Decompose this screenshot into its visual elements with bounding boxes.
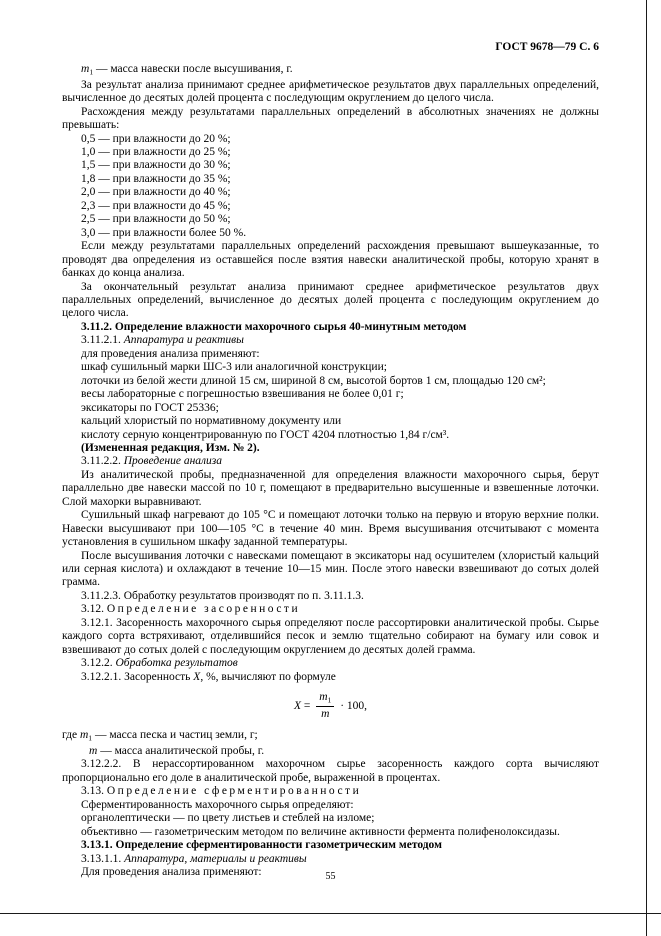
paragraph <box>62 509 599 549</box>
text-run: m <box>81 63 90 75</box>
paragraph <box>62 617 599 657</box>
text-run: X <box>193 670 201 683</box>
section-heading <box>62 839 599 852</box>
text-run: 1 <box>89 67 94 77</box>
list-line <box>62 429 599 442</box>
where-clause <box>62 745 599 758</box>
text-run: лоточки из белой жести длиной 15 см, шириной 8 см, высотой бортов 1 см, площадью 120 см²; <box>81 374 546 387</box>
text-run: (Измененная редакция, Изм. № 2). <box>81 441 260 454</box>
text-run: Расхождения между результатами параллельных определений в абсолютных значениях не должны превышать: <box>62 105 599 132</box>
paragraph <box>62 826 599 839</box>
section-heading <box>62 321 599 334</box>
list-line <box>62 159 599 172</box>
text-run: Проведение анализа <box>123 455 223 468</box>
text-run: 2,0 — при влажности до 40 %; <box>81 186 231 199</box>
list-line <box>62 227 599 240</box>
fraction <box>316 691 334 721</box>
paragraph <box>62 281 599 321</box>
numerator-variable: m <box>319 691 328 704</box>
list-line <box>62 375 599 388</box>
paragraph <box>62 240 599 280</box>
amendment-note <box>62 442 599 455</box>
text-run: Сферментированность махорочного сырья определяют: <box>81 798 354 811</box>
text-run: m <box>79 729 89 742</box>
text-run: За результат анализа принимают среднее арифметическое результатов двух параллельных определений, вычисленное до десятых долей процента с последующим округлением до целого числа. <box>62 78 599 105</box>
text-run: эксикаторы по ГОСТ 25336; <box>81 401 219 414</box>
paragraph <box>62 106 599 133</box>
paragraph <box>62 550 599 590</box>
text-run: 0,5 — при влажности до 20 %; <box>81 132 231 145</box>
text-run: 3,0 — при влажности более 50 %. <box>81 226 247 239</box>
text-run: 3.13.1. Определение сферментированности газометрическим методом <box>81 839 442 852</box>
text-run: шкаф сушильный марки ШС-3 или аналогичной конструкции; <box>81 361 387 374</box>
text-run: Обработка результатов <box>115 657 238 670</box>
text-run: 3.12.2.1. Засоренность <box>81 670 194 683</box>
text-run: 1,8 — при влажности до 35 %; <box>81 172 231 185</box>
text-run: органолептически — по цвету листьев и стеблей на изломе; <box>81 812 375 825</box>
page-edge-line-bottom <box>0 913 661 914</box>
text-run: 3.12.2.2. В нерассортированном махорочном сырье засоренность каждого сорта вычисляют пропорционально его доле в аналитической пробе, выраженной в процентах. <box>62 758 599 784</box>
where-clause <box>62 729 599 745</box>
formula-variable: X <box>293 699 301 712</box>
list-line <box>62 186 599 199</box>
denominator <box>316 707 334 721</box>
document-number-and-page: ГОСТ 9678—79 С. 6 <box>495 41 599 53</box>
text-run: Определение засоренности <box>106 603 301 616</box>
list-line <box>62 146 599 159</box>
section-heading <box>62 603 599 616</box>
text-run: 2,3 — при влажности до 45 %; <box>81 199 231 212</box>
text-run: 3.13. <box>81 785 107 798</box>
numerator-subscript: 1 <box>327 695 332 705</box>
equals-sign: = <box>300 699 314 712</box>
denominator-variable: m <box>321 708 330 721</box>
text-run: где <box>62 729 80 742</box>
text-run: 3.13.1.1. <box>81 852 125 865</box>
text-run: объективно — газометрическим методом по величине активности фермента полифенолоксидазы. <box>81 825 560 838</box>
text-run: 1,5 — при влажности до 30 %; <box>81 159 231 172</box>
formula-rhs: · 100, <box>337 699 368 712</box>
text-run: 3.11.2.2. <box>81 455 124 468</box>
text-run: 1,0 — при влажности до 25 %; <box>81 145 231 158</box>
text-run: 3.11.2. Определение влажности махорочного сырья 40-минутным методом <box>81 320 467 333</box>
list-line <box>62 133 599 146</box>
subsection-heading <box>62 853 599 866</box>
list-line <box>62 388 599 401</box>
definition-line <box>62 63 599 79</box>
text-run: После высушивания лоточки с навесками помещают в эксикаторы над осушителем (хлористый кальций или серная кислота) и охлаждают в течение 10—15 мин. После этого навески взвешивают до сотых долей грамма. <box>62 549 599 589</box>
text-run: 2,5 — при влажности до 50 %; <box>81 213 231 226</box>
text-run: Аппаратура, материалы и реактивы <box>124 852 307 865</box>
paragraph <box>62 79 599 106</box>
text-run: весы лабораторные с погрешностью взвешивания не более 0,01 г; <box>81 388 404 401</box>
list-line <box>62 213 599 226</box>
section-heading <box>62 785 599 798</box>
list-line <box>62 173 599 186</box>
paragraph <box>62 348 599 361</box>
paragraph <box>62 799 599 812</box>
text-run: 3.11.2.1. <box>81 334 124 347</box>
list-line <box>62 361 599 374</box>
paragraph <box>62 469 599 509</box>
text-run: — масса навески после высушивания, г. <box>93 63 293 75</box>
page-edge-line-right <box>646 0 647 936</box>
text-run: Если между результатами параллельных определений расхождения превышают вышеуказанные, то проводят два определения из оставшейся после взятия навески аналитической пробы, которую хранят в банках до конца анализа. <box>62 240 599 280</box>
text-run: — масса песка и частиц земли, г; <box>92 729 258 742</box>
list-line <box>62 415 599 428</box>
subsection-heading <box>62 657 599 670</box>
text-run: 3.12. <box>81 603 107 616</box>
text-run: Сушильный шкаф нагревают до 105 °С и помещают лоточки только на первую и вторую верхние полки. Навески высушивают при 100—105 °С в течение 40 мин. Время высушивания отсчитывают с момента установления в сушильном шкафу заданной температуры. <box>62 509 599 549</box>
list-line <box>62 402 599 415</box>
page-header <box>62 41 599 53</box>
text-run: кислоту серную концентрированную по ГОСТ 4204 плотностью 1,84 г/см³. <box>81 428 450 441</box>
text-run: для проведения анализа применяют: <box>81 347 260 360</box>
text-run: m <box>89 745 98 758</box>
paragraph <box>62 590 599 603</box>
numerator <box>316 691 334 707</box>
text-run: — масса аналитической пробы, г. <box>97 745 265 758</box>
zasorennost-formula <box>62 691 599 721</box>
text-run: 3.12.2. <box>81 657 116 670</box>
subsection-heading <box>62 334 599 347</box>
document-body <box>62 63 599 880</box>
paragraph <box>62 671 599 684</box>
text-run: , %, вычисляют по формуле <box>200 670 336 683</box>
text-run: кальций хлористый по нормативному документу или <box>81 415 342 428</box>
text-run: Из аналитической пробы, предназначенной для определения влажности махорочного сырья, берут параллельно две навески массой по 10 г, помещают в предварительно высушенные и взвешенные лоточки. Слой махорки выравнивают. <box>62 468 599 508</box>
page-number: 55 <box>325 871 336 882</box>
text-run: За окончательный результат анализа принимают среднее арифметическое результатов двух параллельных определений, вычисленное до десятых долей процента с последующим округлением до целого числа. <box>62 280 599 320</box>
text-run: 3.11.2.3. Обработку результатов производят по п. 3.11.1.3. <box>81 589 364 602</box>
page-footer <box>62 871 599 882</box>
list-line <box>62 200 599 213</box>
subsection-heading <box>62 455 599 468</box>
text-run: Для проведения анализа применяют: <box>81 866 262 879</box>
text-run: 1 <box>88 733 93 743</box>
paragraph <box>62 758 599 785</box>
text-run: 3.12.1. Засоренность махорочного сырья определяют после рассортировки аналитической пробы. Сырье каждого сорта встряхивают, отделившийся песок и землю тщательно собирают на бумагу или совок и взвешивают до сотых долей с последующим округлением до десятых долей грамма. <box>62 616 599 656</box>
text-run: Аппаратура и реактивы <box>123 334 244 347</box>
text-run: Определение сферментированности <box>106 785 362 798</box>
list-line <box>62 812 599 825</box>
